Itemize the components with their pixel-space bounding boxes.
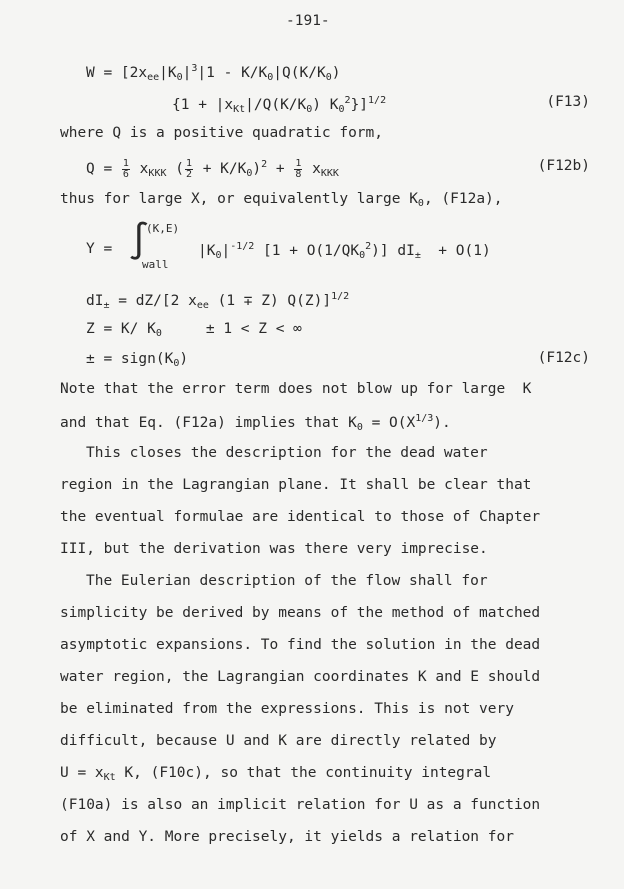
equation-z: Z = K/ $K_0 \pm 1 < Z$ < ∞ [86, 321, 302, 339]
equation-di: $dI_\pm = dZ/[2$ $x_{ee}$ (1 ∓ Z) Q(Z)]$^{1/2}$ [86, 291, 350, 311]
equation-label-f13: (F13) [546, 94, 590, 110]
integral-sign: ∫ [128, 221, 150, 262]
para3-line2: simplicity be derived by means of the method of matched [60, 605, 541, 621]
para3-line8: (F10a) is also an implicit relation for U as a function [60, 797, 541, 813]
para3-line1: The Eulerian description of the flow shall for [86, 573, 488, 589]
para2-line4: III, but the derivation was there very imprecise. [60, 541, 488, 557]
para1-line1: Note that the error term does not blow up for large K [60, 381, 532, 397]
para3-line6: difficult, because U and K are directly related by [60, 733, 497, 749]
para1-line2: and that Eq. (F12a) implies that $K_0 = O(X^{1/3})$. [60, 413, 451, 433]
para2-line1: This closes the description for the dead water [86, 445, 488, 461]
integral-upper-limit: (K,E) [146, 222, 180, 235]
integral-lower-limit: wall [142, 258, 169, 271]
equation-label-f12b: (F12b) [537, 158, 590, 174]
text-thus: thus for large X, or equivalently large $K_0$, (F12a), [60, 191, 503, 209]
text-where-q: where Q is a positive quadratic form, [60, 125, 384, 141]
equation-f12c: ± = $sign(K_0)$ [86, 351, 189, 369]
para3-line5: be eliminated from the expressions. This is not very [60, 701, 514, 717]
equation-label-f12c: (F12c) [537, 350, 590, 366]
para3-line9: of X and Y. More precisely, it yields a relation for [60, 829, 514, 845]
para3-line7: $U = x_{Kt}$ K, (F10c), so that the continuity integral [60, 765, 492, 783]
equation-y-lhs: Y = [86, 241, 121, 257]
equation-f13-line2: {$1 + |x_{Kt}|/Q(K/K_0)$ $K_0^2\}]^{1/2}$ [172, 95, 387, 115]
equation-f12b: Q = $\frac{1}{6}$ $x_{KKK}$ ( $\frac{1}{2}$ + $K/K_0)^2$ + $\frac{1}{8}$ $x_{KKK}$ [86, 157, 339, 180]
para2-line3: the eventual formulae are identical to those of Chapter [60, 509, 541, 525]
equation-f13-line1: $W = [2x_{ee}|K_0|^3|1 - K/K_0|Q(K/K_0)$ [86, 63, 341, 83]
equation-y-rhs: $|K_0|^{-1/2}$ $[1 + O(1/QK_0^2)]$ $dI_\pm + O(1)$ [198, 241, 491, 261]
page-number: -191- [286, 13, 330, 29]
para2-line2: region in the Lagrangian plane. It shall be clear that [60, 477, 532, 493]
para3-line4: water region, the Lagrangian coordinates K and E should [60, 669, 541, 685]
para3-line3: asymptotic expansions. To find the solution in the dead [60, 637, 541, 653]
